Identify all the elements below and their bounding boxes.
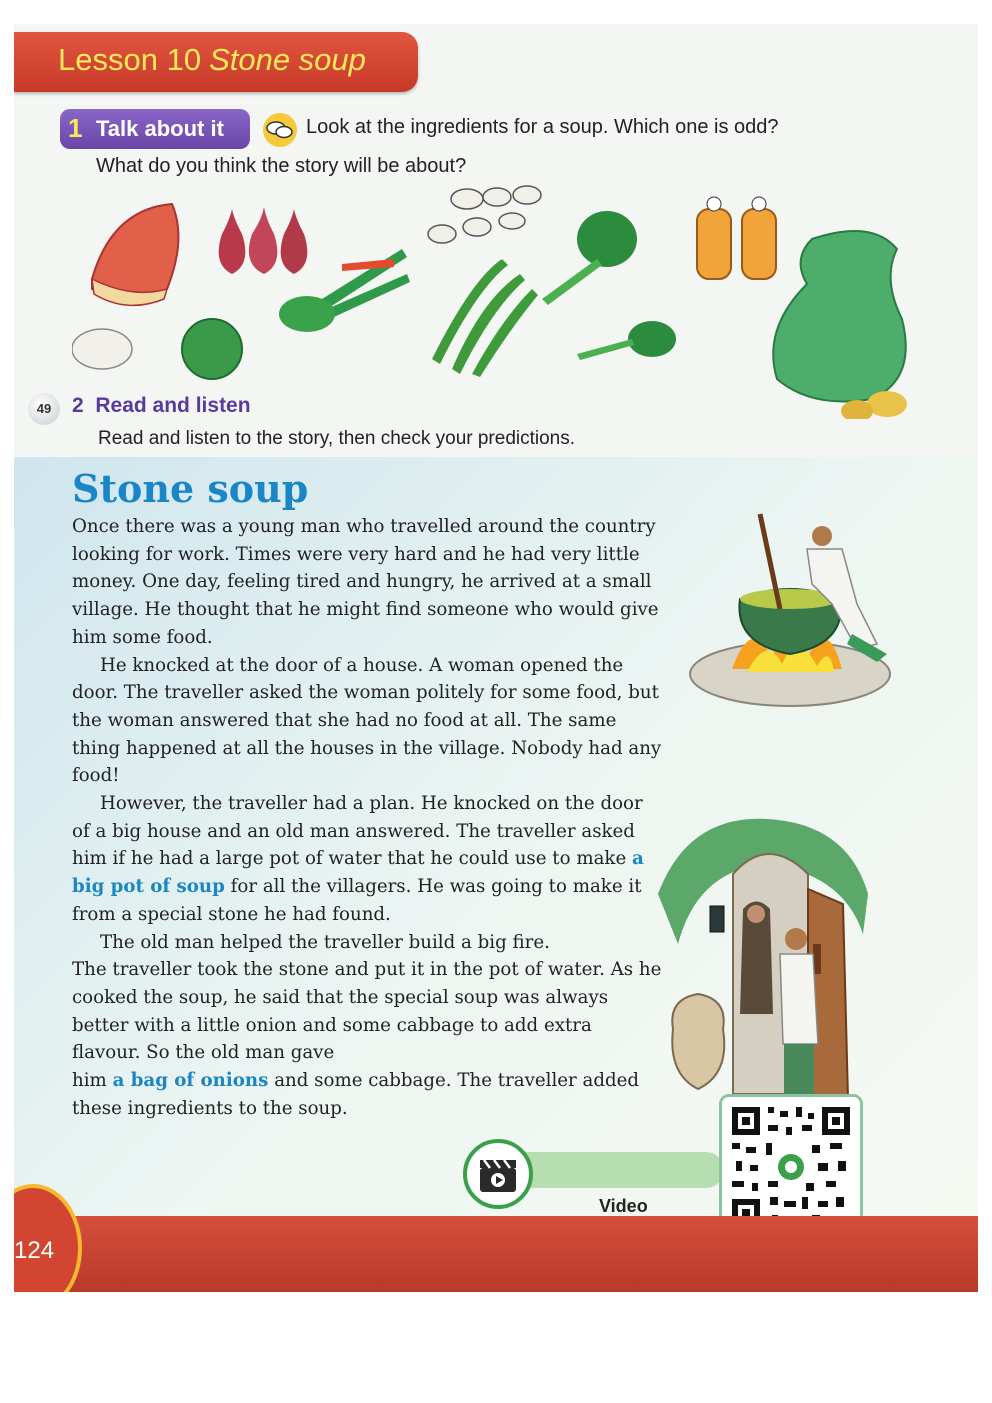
story-body: [72, 513, 662, 1122]
stone-image: [72, 329, 132, 369]
story-paragraph-3: However, the traveller had a plan. He knocked on the door of a big house and an old man answered. The traveller asked him if he had a large pot of water that he could use to make a big pot of soup for all the villagers. He was going to make it from a special stone he had found.: [72, 793, 644, 925]
lesson-name: Stone soup: [209, 42, 366, 77]
textbook-page: [14, 24, 978, 1292]
speech-bubbles-icon: [262, 112, 298, 148]
section-number: 1: [68, 113, 83, 143]
section-title: Talk about it: [96, 116, 224, 141]
story-title: Stone soup: [72, 466, 309, 511]
onions-image: [219, 207, 308, 274]
read-listen-instruction: Read and listen to the story, then check your predictions.: [98, 428, 576, 449]
video-clapper-icon[interactable]: [462, 1138, 534, 1210]
lesson-label: Lesson 10: [58, 42, 202, 77]
soup-ingredients-illustration: [72, 179, 922, 419]
read-and-listen-heading: [72, 394, 251, 418]
salt-pepper-image: [697, 197, 776, 279]
story-paragraph-1: Once there was a young man who travelled around the country looking for work. Times were very hard and he had very little money. One day, feeling tired and hungry, he arrived at a small village. He thought that he might find someone who would give him some food.: [72, 516, 659, 648]
section-title: Read and listen: [95, 394, 251, 417]
lesson-banner: [14, 32, 418, 92]
herbs-image: [542, 211, 676, 360]
vocab-highlight-pot-of-soup: a big pot of soup: [72, 848, 644, 898]
audio-track-badge[interactable]: 49: [28, 393, 60, 425]
story-paragraph-4-cont: The traveller took the stone and put it in the pot of water. As he cooked the soup, he said that the special soup was always better with a little onion and some cabbage to add extra flavour. So the old man gave: [72, 959, 662, 1064]
story-paragraph-4-end: him a bag of onions and some cabbage. The traveller added these ingredients to the soup.: [72, 1070, 640, 1119]
vocab-highlight-bag-of-onions: a bag of onions: [112, 1070, 269, 1092]
old-man-at-door-image: [648, 814, 878, 1104]
talk-about-it-badge: [60, 109, 250, 149]
meat-image: [92, 204, 178, 305]
story-paragraph-2: He knocked at the door of a house. A woman opened the door. The traveller asked the woman politely for some food, but the woman answered that she had no food at all. The same thing happened at all the houses in the village. Nobody had any food!: [72, 654, 662, 787]
mushrooms-image: [428, 186, 541, 243]
video-label: Video: [599, 1196, 648, 1216]
talk-question-2: What do you think the story will be about?: [96, 155, 467, 177]
story-paragraph-4: The old man helped the traveller build a big fire.: [100, 931, 550, 953]
lesson-title: [58, 42, 366, 78]
bottom-band: [14, 1216, 978, 1292]
section-number: 2: [72, 394, 84, 417]
traveller-cooking-soup-image: [682, 494, 898, 716]
sack-image: [773, 231, 907, 419]
cabbage-image: [182, 319, 242, 379]
page-number: 124: [14, 1237, 55, 1264]
beans-image: [432, 259, 538, 377]
talk-question-1: Look at the ingredients for a soup. Which one is odd?: [306, 116, 779, 138]
